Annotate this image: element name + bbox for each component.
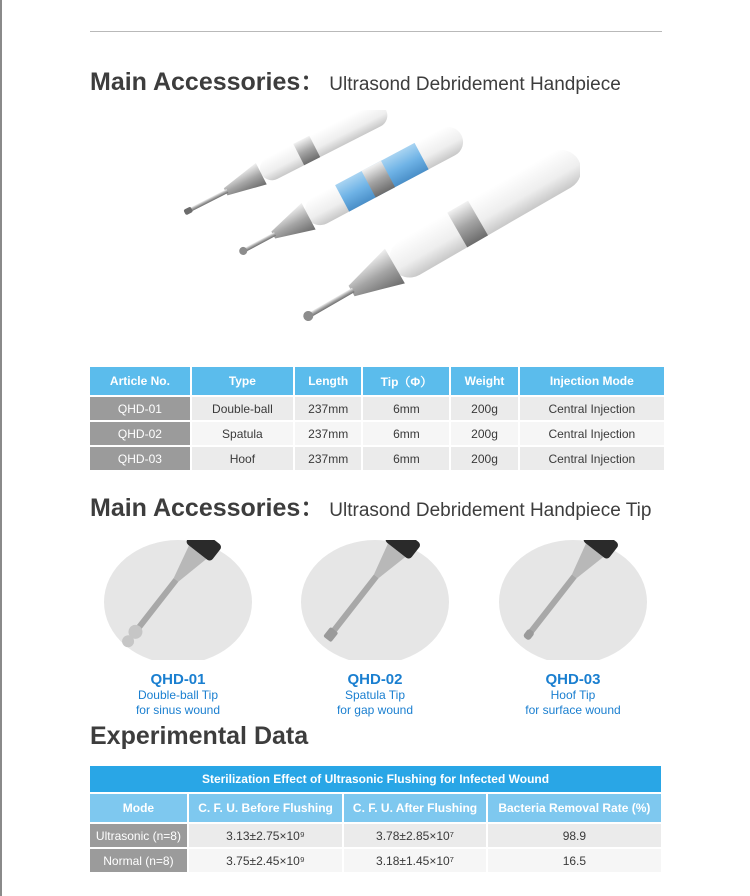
cfu-before-cell: 3.75±2.45×10⁹ bbox=[189, 849, 342, 872]
mode-cell: Ultrasonic (n=8) bbox=[90, 824, 187, 847]
tip-title-bold: Main Accessories： bbox=[90, 494, 326, 522]
header-tip: Tip（Φ） bbox=[363, 367, 449, 395]
tip-cell: 6mm bbox=[363, 422, 449, 445]
type-cell: Double-ball bbox=[192, 397, 293, 420]
top-divider bbox=[90, 31, 662, 32]
tip-card-qhd-02 bbox=[295, 540, 455, 718]
tip-use: for sinus wound bbox=[135, 703, 221, 717]
tip-card-qhd-01 bbox=[98, 540, 258, 718]
tip-code: QHD-02 bbox=[347, 671, 403, 688]
table-row bbox=[90, 447, 664, 470]
tip-cell: 6mm bbox=[363, 397, 449, 420]
table-row bbox=[90, 422, 664, 445]
tip-section-title bbox=[90, 488, 651, 524]
table-row bbox=[90, 849, 661, 872]
header-type: Type bbox=[192, 367, 293, 395]
tip-code: QHD-01 bbox=[150, 671, 206, 688]
weight-cell: 200g bbox=[451, 422, 517, 445]
left-border-line bbox=[0, 0, 2, 896]
article-no-cell: QHD-03 bbox=[90, 447, 190, 470]
header-article-no: Article No. bbox=[90, 367, 190, 395]
experimental-section-title bbox=[90, 722, 308, 751]
cfu-before-cell: 3.13±2.75×10⁹ bbox=[189, 824, 342, 847]
tip-code: QHD-03 bbox=[545, 671, 601, 688]
handpiece-product-image bbox=[150, 110, 580, 360]
handpiece-title-bold: Main Accessories： bbox=[90, 68, 326, 96]
tip-title-sub: Ultrasond Debridement Handpiece Tip bbox=[329, 500, 652, 521]
experimental-data-table bbox=[88, 764, 663, 874]
tip-use: for surface wound bbox=[525, 703, 621, 717]
cfu-after-cell: 3.18±1.45×10⁷ bbox=[344, 849, 486, 872]
header-cfu-after: C. F. U. After Flushing bbox=[344, 794, 486, 822]
tip-name: Spatula Tip bbox=[344, 688, 406, 702]
hoof-tip-image bbox=[498, 540, 648, 660]
handpiece-section-title bbox=[90, 62, 621, 98]
injection-cell: Central Injection bbox=[520, 447, 664, 470]
table-caption-row bbox=[90, 766, 661, 792]
article-no-cell: QHD-02 bbox=[90, 422, 190, 445]
spatula-tip-image bbox=[300, 540, 450, 660]
type-cell: Hoof bbox=[192, 447, 293, 470]
experimental-title: Experimental Data bbox=[90, 722, 309, 750]
tip-use: for gap wound bbox=[336, 703, 414, 717]
header-weight: Weight bbox=[451, 367, 517, 395]
removal-rate-cell: 98.9 bbox=[488, 824, 661, 847]
cfu-after-cell: 3.78±2.85×10⁷ bbox=[344, 824, 486, 847]
header-removal-rate: Bacteria Removal Rate (%) bbox=[488, 794, 661, 822]
mode-cell: Normal (n=8) bbox=[90, 849, 187, 872]
length-cell: 237mm bbox=[295, 422, 362, 445]
table-caption: Sterilization Effect of Ultrasonic Flushing for Infected Wound bbox=[90, 766, 661, 792]
article-no-cell: QHD-01 bbox=[90, 397, 190, 420]
weight-cell: 200g bbox=[451, 397, 517, 420]
double-ball-tip-image bbox=[103, 540, 253, 660]
table-header-row bbox=[90, 367, 664, 395]
tip-card-qhd-03 bbox=[493, 540, 653, 718]
header-injection-mode: Injection Mode bbox=[520, 367, 664, 395]
handpiece-spec-table bbox=[88, 365, 666, 472]
table-row bbox=[90, 824, 661, 847]
tip-name: Double-ball Tip bbox=[137, 688, 219, 702]
length-cell: 237mm bbox=[295, 397, 362, 420]
injection-cell: Central Injection bbox=[520, 422, 664, 445]
removal-rate-cell: 16.5 bbox=[488, 849, 661, 872]
tip-name: Hoof Tip bbox=[550, 688, 596, 702]
injection-cell: Central Injection bbox=[520, 397, 664, 420]
tip-cell: 6mm bbox=[363, 447, 449, 470]
header-mode: Mode bbox=[90, 794, 187, 822]
length-cell: 237mm bbox=[295, 447, 362, 470]
type-cell: Spatula bbox=[192, 422, 293, 445]
table-row bbox=[90, 397, 664, 420]
table-header-row bbox=[90, 794, 661, 822]
handpiece-title-sub: Ultrasond Debridement Handpiece bbox=[329, 74, 621, 95]
header-length: Length bbox=[295, 367, 362, 395]
weight-cell: 200g bbox=[451, 447, 517, 470]
header-cfu-before: C. F. U. Before Flushing bbox=[189, 794, 342, 822]
